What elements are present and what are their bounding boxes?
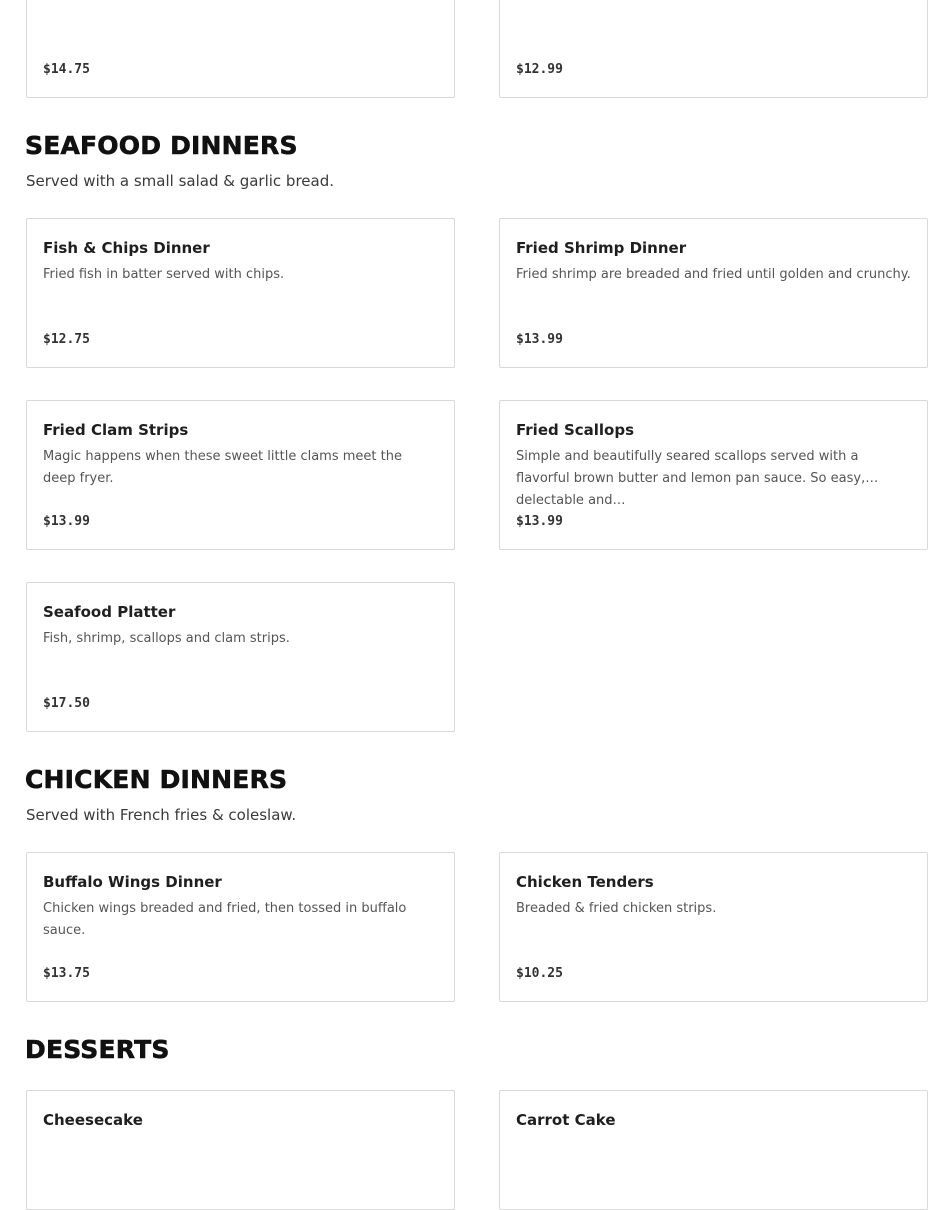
menu-item-description: Magic happens when these sweet little clams meet the deep fryer. [43, 449, 402, 486]
menu-item-name: Cheesecake [43, 1111, 143, 1129]
menu-item-card[interactable] [499, 0, 928, 98]
menu-item-price: $13.99 [43, 514, 90, 529]
section-subtitle-seafood: Served with a small salad & garlic bread. [26, 172, 335, 190]
menu-item-price: $12.99 [516, 62, 563, 77]
menu-item-price: $10.25 [516, 966, 563, 981]
menu-item-price: $17.50 [43, 696, 90, 711]
menu-item-description: Simple and beautifully seared scallops served with a flavorful brown butter and lemon pan sauce. So easy, delectable and… [516, 449, 866, 508]
section-subtitle-chicken: Served with French fries & coleslaw. [26, 806, 297, 824]
menu-item-description: Fish, shrimp, scallops and clam strips. [43, 631, 290, 646]
section-title-seafood: SEAFOOD DINNERS [25, 131, 298, 160]
menu-item-description: Breaded & fried chicken strips. [516, 901, 717, 916]
menu-item-price: $14.75 [43, 62, 90, 77]
menu-item-name: Fish & Chips Dinner [43, 239, 210, 257]
menu-item-card[interactable] [26, 1090, 455, 1210]
menu-item-card[interactable] [499, 400, 928, 550]
menu-item-card[interactable] [26, 852, 455, 1002]
menu-item-card[interactable] [26, 0, 455, 98]
menu-item-card[interactable] [499, 852, 928, 1002]
menu-item-name: Carrot Cake [516, 1111, 616, 1129]
menu-item-name: Seafood Platter [43, 603, 176, 621]
menu-item-card[interactable] [26, 582, 455, 732]
menu-item-description: Fried fish in batter served with chips. [43, 267, 285, 282]
menu-item-description: Fried shrimp are breaded and fried until golden and crunchy. [516, 267, 911, 282]
menu-item-name: Buffalo Wings Dinner [43, 873, 222, 891]
section-title-desserts: DESSERTS [25, 1035, 170, 1064]
menu-item-name: Fried Shrimp Dinner [516, 239, 687, 257]
section-title-chicken: CHICKEN DINNERS [25, 765, 288, 794]
menu-item-card[interactable] [499, 218, 928, 368]
menu-item-description: Chicken wings breaded and fried, then tossed in buffalo sauce. [43, 901, 407, 938]
menu-item-price: $12.75 [43, 332, 90, 347]
menu-item-card[interactable] [26, 400, 455, 550]
menu-item-price: $13.99 [516, 514, 563, 529]
menu-item-card[interactable] [499, 1090, 928, 1210]
menu-item-name: Chicken Tenders [516, 873, 654, 891]
menu-item-card[interactable] [26, 218, 455, 368]
menu-item-name: Fried Clam Strips [43, 421, 189, 439]
menu-item-price: $13.99 [516, 332, 563, 347]
menu-item-name: Fried Scallops [516, 421, 635, 439]
menu-item-price: $13.75 [43, 966, 90, 981]
